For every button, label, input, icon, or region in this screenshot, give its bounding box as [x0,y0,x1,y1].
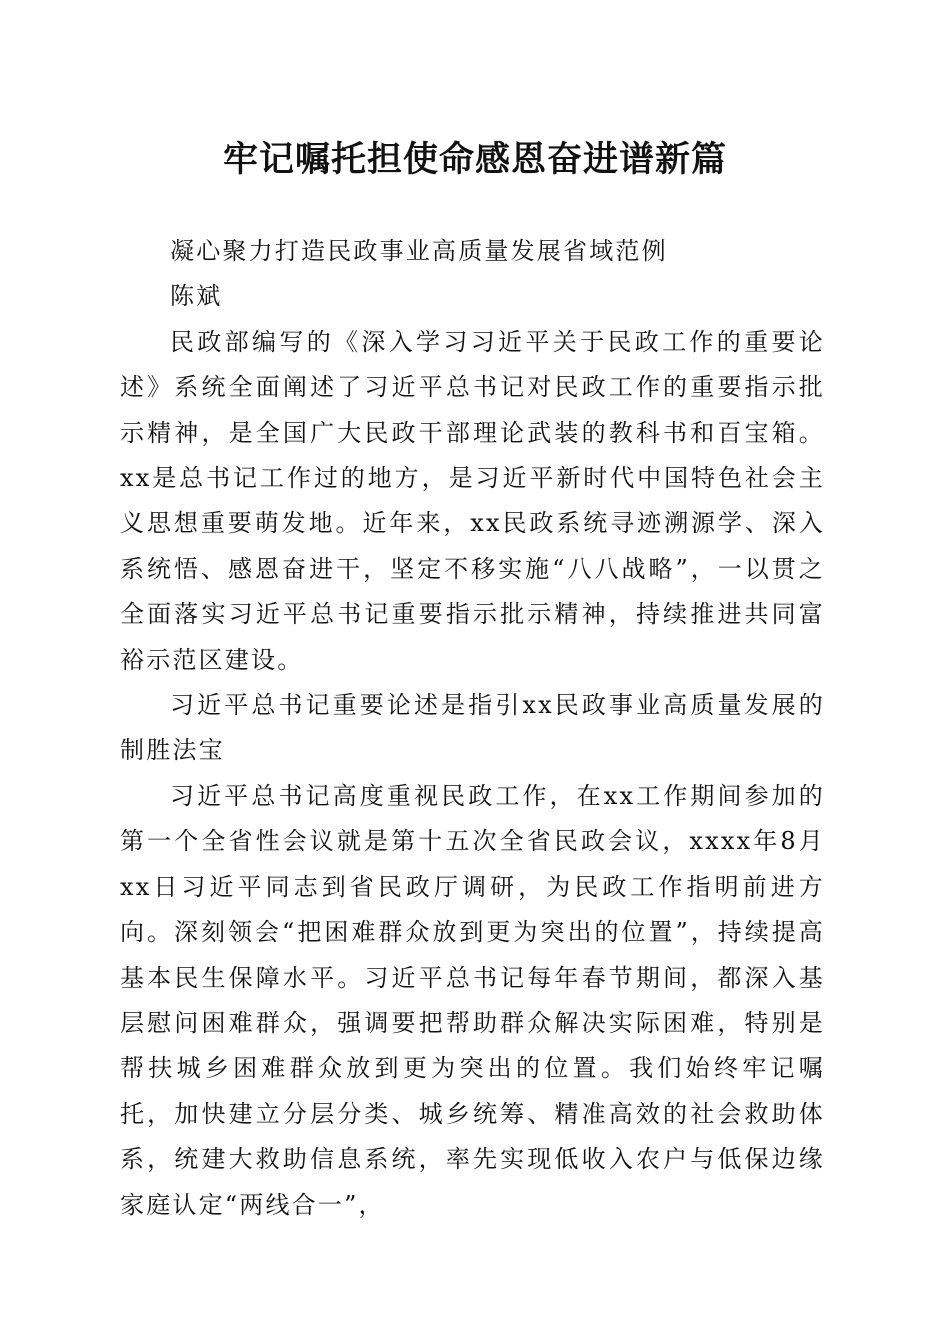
document-title: 牢记嘱托担使命感恩奋进谱新篇 [222,139,727,180]
section-heading: 习近平总书记重要论述是指引xx民政事业高质量发展的制胜法宝 [120,691,825,765]
document-author: 陈斌 [170,282,223,311]
paragraph: 习近平总书记高度重视民政工作，在xx工作期间参加的第一个全省性会议就是第十五次全省民政会议，xxxx年8月xx日习近平同志到省民政厅调研，为民政工作指明前进方向。深刻领会“把困难群众放到更为突出的位置”，持续提高基本民生保障水平。习近平总书记每年春节期间，都深入基层慰问困难群众，强调要把帮助群众解决实际困难，特别是帮扶城乡困难群众放到更为突出的位置。我们始终牢记嘱托，加快建立分层分类、城乡统筹、精准高效的社会救助体系，统建大救助信息系统，率先实现低收入农户与低保边缘家庭认定“两线合一”， [120,781,825,1219]
paragraph: 民政部编写的《深入学习习近平关于民政工作的重要论述》系统全面阐述了习近平总书记对民政工作的重要指示批示精神，是全国广大民政干部理论武装的教科书和百宝箱。xx是总书记工作过的地方，是习近平新时代中国特色社会主义思想重要萌发地。近年来，xx民政系统寻迹溯源学、深入系统悟、感恩奋进干，坚定不移实施“八八战略”，一以贯之全面落实习近平总书记重要指示批示精神，持续推进共同富裕示范区建设。 [120,327,825,674]
document-subtitle: 凝心聚力打造民政事业高质量发展省域范例 [170,237,668,265]
document-body [120,229,825,1228]
